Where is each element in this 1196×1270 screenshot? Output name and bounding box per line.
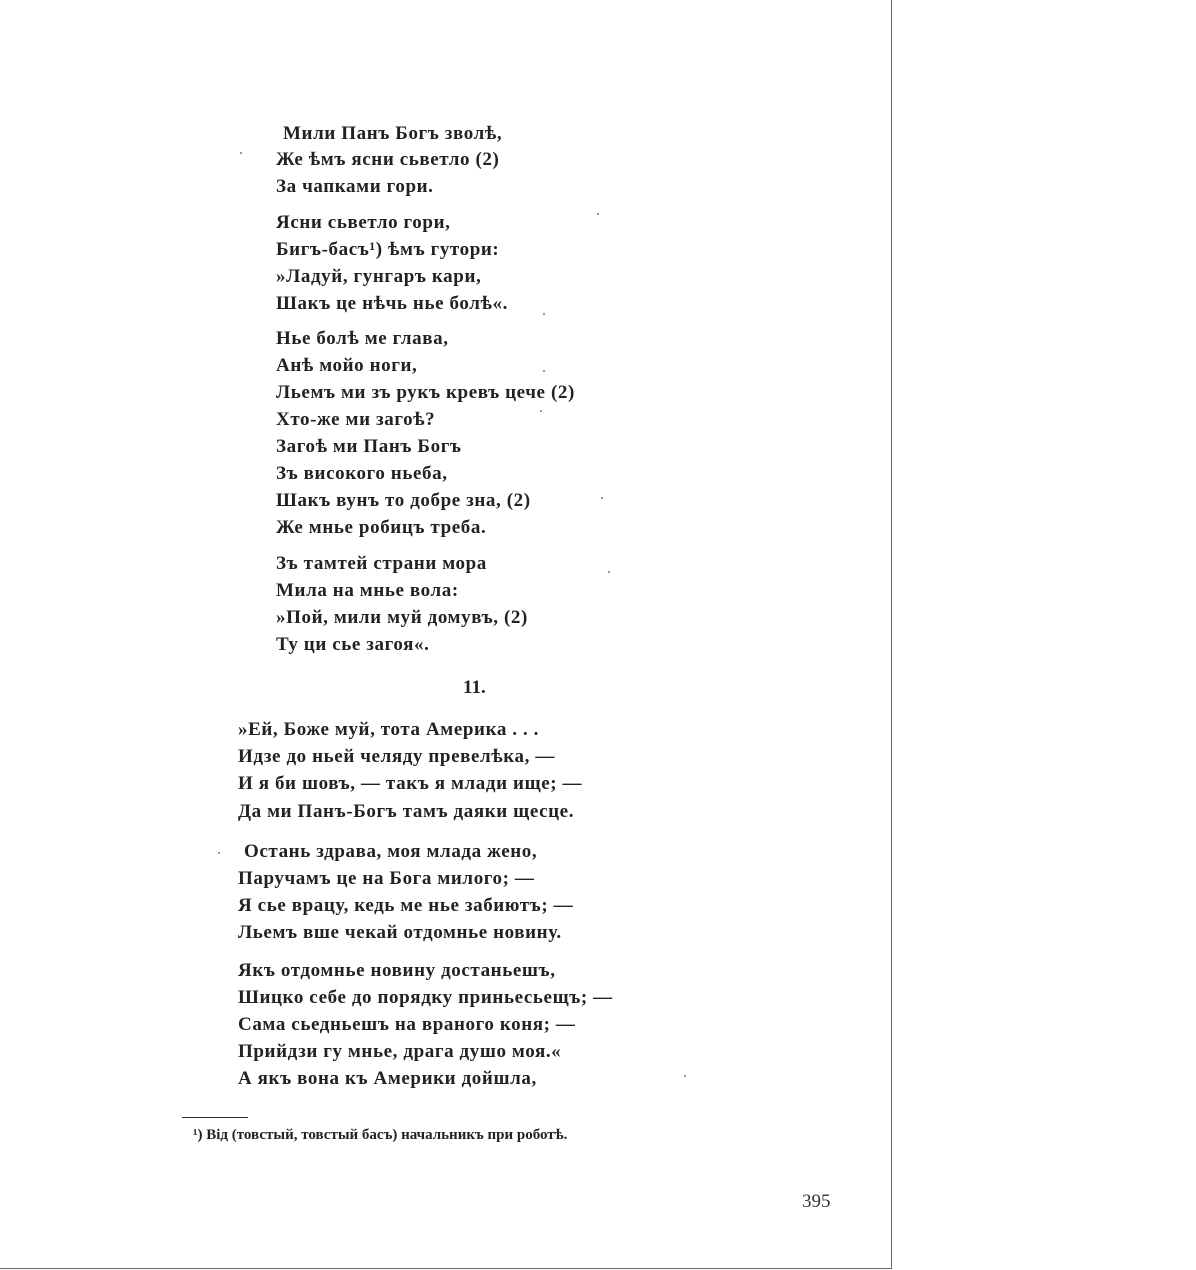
poem-line: Нье болѣ ме глава, [276,328,449,349]
scan-speck [597,213,599,215]
poem-line: Ту ци сье загоя«. [276,634,430,655]
poem-line: Прийдзи гу мнье, драга душо моя.« [238,1041,562,1062]
poem-line: Да ми Панъ-Богъ тамъ даяки щесце. [238,801,575,822]
poem-line: Льемъ вше чекай отдомнье новину. [238,922,562,943]
scan-speck [218,852,220,854]
poem-line: Бигъ-басъ¹) ѣмъ гутори: [276,239,500,260]
footnote: ¹) Від (товстый, товстый басъ) начальникъ при роботѣ. [193,1127,568,1143]
section-heading: 11. [463,677,486,698]
poem-line: Мила на мнье вола: [276,580,459,601]
poem-line: Анѣ мойо ноги, [276,355,418,376]
poem-line: Шакъ це нѣчь нье болѣ«. [276,293,508,314]
poem-line: Сама сьедньешъ на враного коня; — [238,1014,576,1035]
poem-line: Шакъ вунъ то добре зна, (2) [276,490,531,511]
poem-line: »Пой, мили муй домувъ, (2) [276,607,528,628]
poem-line: Идзе до ньей челяду превелѣка, — [238,746,555,767]
poem-line: Же мнье робицъ треба. [276,517,487,538]
poem-line: Шицко себе до порядку приньесьещъ; — [238,987,613,1008]
poem-line: Зъ тамтей страни мора [276,553,487,574]
poem-line: Загоѣ ми Панъ Богъ [276,436,462,457]
poem-line: Хто-же ми загоѣ? [276,409,436,430]
poem-line: Льемъ ми зъ рукъ кревъ цече (2) [276,382,575,403]
scan-speck [540,410,542,412]
scan-speck [240,152,242,154]
poem-line: Остань здрава, моя млада жено, [244,841,538,862]
poem-line: За чапками гори. [276,176,434,197]
scan-speck [601,497,603,499]
scan-speck [608,571,610,573]
poem-line: Же ѣмъ ясни сьветло (2) [276,149,500,170]
poem-line: Ясни сьветло гори, [276,212,451,233]
scan-speck [543,313,545,315]
poem-line: А якъ вона къ Америки дойшла, [238,1068,537,1089]
poem-line: Якъ отдомнье новину достаньешъ, [238,960,556,981]
scan-speck [684,1075,686,1077]
poem-line: »Ей, Боже муй, тота Америка . . . [238,719,540,740]
poem-line: И я би шовъ, — такъ я млади ище; — [238,773,583,794]
poem-line: »Ладуй, гунгаръ кари, [276,266,482,287]
poem-line: Мили Панъ Богъ зволѣ, [283,123,503,144]
poem-line: Паручамъ це на Бога милого; — [238,868,535,889]
page-number: 395 [802,1191,831,1212]
poem-line: Я сье врацу, кедь ме нье забиютъ; — [238,895,574,916]
scan-speck [543,370,545,372]
footnote-divider [182,1117,248,1118]
poem-line: Зъ високого ньеба, [276,463,448,484]
